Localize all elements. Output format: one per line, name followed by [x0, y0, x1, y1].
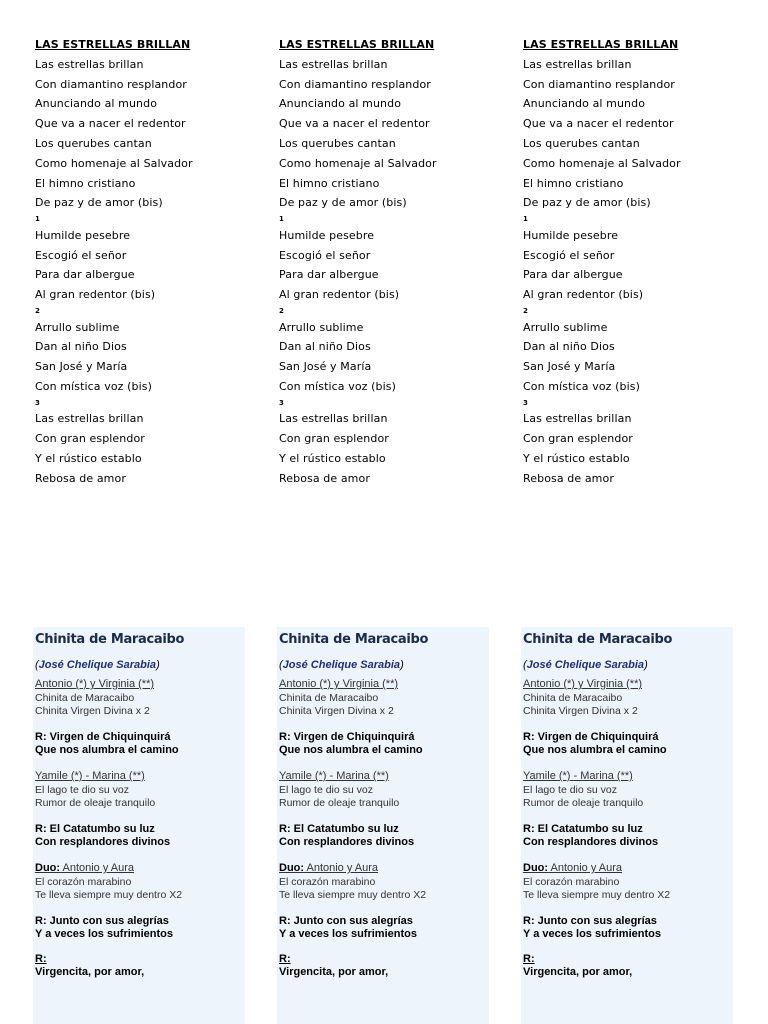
- song2-panel-1: [33, 627, 245, 1024]
- lyric-line: Los querubes cantan: [279, 136, 396, 150]
- song1-title: LAS ESTRELLAS BRILLAN: [279, 38, 435, 51]
- stanza-number: 3: [279, 398, 284, 407]
- song1-title: LAS ESTRELLAS BRILLAN: [523, 38, 679, 51]
- stanza-number: 1: [279, 215, 284, 224]
- chorus-line: R: Junto con sus alegrías: [279, 915, 413, 927]
- verse-line: Te lleva siempre muy dentro X2: [279, 889, 427, 901]
- verse-line: Rumor de oleaje tranquilo: [35, 797, 156, 809]
- chorus-line: Y a veces los sufrimientos: [279, 928, 417, 940]
- chorus-line: Con resplandores divinos: [523, 836, 659, 848]
- lyric-line: Los querubes cantan: [523, 136, 640, 150]
- song2-title: Chinita de Maracaibo: [35, 632, 185, 647]
- song1-column-1: [35, 35, 265, 489]
- lyric-line: San José y María: [35, 360, 128, 374]
- singers-label: Antonio (*) y Virginia (**): [279, 678, 399, 690]
- song2-author: (José Chelique Sarabia): [35, 659, 160, 671]
- lyric-line: Dan al niño Dios: [35, 340, 127, 354]
- chorus-line: R: Junto con sus alegrías: [35, 915, 169, 927]
- lyric-line: Como homenaje al Salvador: [279, 156, 437, 170]
- lyric-line: Para dar albergue: [279, 268, 379, 282]
- singers-label: Antonio (*) y Virginia (**): [523, 678, 643, 690]
- lyric-line: Las estrellas brillan: [35, 57, 144, 71]
- stanza-number: 3: [35, 398, 40, 407]
- lyric-line: Y el rústico establo: [523, 451, 630, 465]
- lyric-line: Que va a nacer el redentor: [35, 117, 186, 131]
- song1-column-3: [523, 35, 753, 489]
- lyric-line: Humilde pesebre: [279, 228, 375, 242]
- singers-label: Antonio (*) y Virginia (**): [35, 678, 155, 690]
- verse-line: El corazón marabino: [279, 876, 376, 888]
- song2-author: (José Chelique Sarabia): [523, 659, 648, 671]
- lyric-line: El himno cristiano: [279, 176, 380, 190]
- lyric-line: Arrullo sublime: [35, 320, 120, 334]
- lyric-line: Que va a nacer el redentor: [279, 117, 430, 131]
- lyric-line: Dan al niño Dios: [279, 340, 371, 354]
- chorus-line: Virgencita, por amor,: [279, 966, 389, 978]
- lyric-line: Arrullo sublime: [523, 320, 608, 334]
- lyric-line: Las estrellas brillan: [279, 412, 388, 426]
- lyric-line: Con gran esplendor: [35, 432, 145, 446]
- chorus-line: Que nos alumbra el camino: [35, 744, 179, 756]
- stanza-number: 3: [523, 398, 528, 407]
- stanza-number: 1: [35, 215, 40, 224]
- singers-label: Yamile (*) - Marina (**): [279, 770, 389, 782]
- song2-title: Chinita de Maracaibo: [279, 632, 429, 647]
- lyric-line: Con mística voz (bis): [279, 379, 396, 393]
- stanza-number: 2: [523, 306, 528, 315]
- chorus-line: R: El Catatumbo su luz: [279, 823, 399, 835]
- lyric-line: Rebosa de amor: [35, 471, 126, 485]
- lyric-line: Para dar albergue: [523, 268, 623, 282]
- lyric-line: Al gran redentor (bis): [35, 288, 156, 302]
- lyric-line: Y el rústico establo: [35, 451, 142, 465]
- lyric-line: Rebosa de amor: [279, 471, 370, 485]
- lyric-line: Al gran redentor (bis): [523, 288, 644, 302]
- lyric-line: De paz y de amor (bis): [523, 196, 651, 210]
- chorus-line: Virgencita, por amor,: [35, 966, 145, 978]
- verse-line: El lago te dio su voz: [279, 784, 373, 796]
- lyric-line: Anunciando al mundo: [523, 97, 646, 111]
- duo-label: Duo: Antonio y Aura: [523, 862, 623, 874]
- lyric-line: Escogió el señor: [279, 248, 371, 262]
- chorus-line: Con resplandores divinos: [35, 836, 171, 848]
- lyric-line: Anunciando al mundo: [35, 97, 158, 111]
- lyric-line: Humilde pesebre: [523, 228, 619, 242]
- chorus-line: Virgencita, por amor,: [523, 966, 633, 978]
- lyric-line: Con diamantino resplandor: [523, 77, 675, 91]
- lyric-line: Las estrellas brillan: [279, 57, 388, 71]
- lyric-line: Con mística voz (bis): [523, 379, 640, 393]
- verse-line: Chinita Virgen Divina x 2: [523, 705, 638, 717]
- lyric-line: Que va a nacer el redentor: [523, 117, 674, 131]
- chorus-line: R: Virgen de Chiquinquirá: [279, 731, 415, 743]
- verse-line: El lago te dio su voz: [523, 784, 617, 796]
- verse-line: El corazón marabino: [523, 876, 620, 888]
- lyric-line: Como homenaje al Salvador: [523, 156, 681, 170]
- lyric-line: Las estrellas brillan: [523, 57, 632, 71]
- chorus-line: R: Junto con sus alegrías: [523, 915, 657, 927]
- verse-line: Chinita de Maracaibo: [523, 692, 623, 704]
- lyric-line: Con diamantino resplandor: [35, 77, 187, 91]
- lyric-line: Al gran redentor (bis): [279, 288, 400, 302]
- verse-line: Chinita de Maracaibo: [279, 692, 379, 704]
- verse-line: El corazón marabino: [35, 876, 132, 888]
- chorus-line: R: El Catatumbo su luz: [523, 823, 643, 835]
- lyric-line: Escogió el señor: [523, 248, 615, 262]
- lyric-line: Dan al niño Dios: [523, 340, 615, 354]
- final-chorus-label: R:: [523, 953, 535, 965]
- chorus-line: R: Virgen de Chiquinquirá: [35, 731, 171, 743]
- lyric-line: Los querubes cantan: [35, 136, 152, 150]
- chorus-line: Que nos alumbra el camino: [523, 744, 667, 756]
- chorus-line: R: Virgen de Chiquinquirá: [523, 731, 659, 743]
- lyric-line: Para dar albergue: [35, 268, 135, 282]
- verse-line: Te lleva siempre muy dentro X2: [35, 889, 183, 901]
- lyric-line: Con gran esplendor: [523, 432, 633, 446]
- verse-line: Chinita Virgen Divina x 2: [35, 705, 150, 717]
- lyric-line: El himno cristiano: [523, 176, 624, 190]
- lyric-line: Humilde pesebre: [35, 228, 131, 242]
- chorus-line: Y a veces los sufrimientos: [523, 928, 661, 940]
- verse-line: Chinita Virgen Divina x 2: [279, 705, 394, 717]
- lyric-line: Las estrellas brillan: [523, 412, 632, 426]
- song2-author: (José Chelique Sarabia): [279, 659, 404, 671]
- stanza-number: 2: [35, 306, 40, 315]
- chorus-line: Con resplandores divinos: [279, 836, 415, 848]
- lyric-line: Anunciando al mundo: [279, 97, 402, 111]
- lyric-line: Y el rústico establo: [279, 451, 386, 465]
- duo-label: Duo: Antonio y Aura: [35, 862, 135, 874]
- song1-title: LAS ESTRELLAS BRILLAN: [35, 38, 191, 51]
- lyric-line: El himno cristiano: [35, 176, 136, 190]
- song2-panel-3: [521, 627, 733, 1024]
- final-chorus-label: R:: [279, 953, 291, 965]
- singers-label: Yamile (*) - Marina (**): [35, 770, 145, 782]
- verse-line: Rumor de oleaje tranquilo: [523, 797, 644, 809]
- chorus-line: Que nos alumbra el camino: [279, 744, 423, 756]
- verse-line: Te lleva siempre muy dentro X2: [523, 889, 671, 901]
- lyric-line: De paz y de amor (bis): [279, 196, 407, 210]
- lyric-line: Con diamantino resplandor: [279, 77, 431, 91]
- lyric-line: San José y María: [279, 360, 372, 374]
- lyric-line: Con mística voz (bis): [35, 379, 152, 393]
- lyric-line: Las estrellas brillan: [35, 412, 144, 426]
- final-chorus-label: R:: [35, 953, 47, 965]
- stanza-number: 1: [523, 215, 528, 224]
- song1-column-2: [279, 35, 509, 489]
- singers-label: Yamile (*) - Marina (**): [523, 770, 633, 782]
- verse-line: El lago te dio su voz: [35, 784, 129, 796]
- duo-label: Duo: Antonio y Aura: [279, 862, 379, 874]
- lyric-line: Con gran esplendor: [279, 432, 389, 446]
- lyric-line: Rebosa de amor: [523, 471, 614, 485]
- lyric-line: San José y María: [523, 360, 616, 374]
- lyric-line: Como homenaje al Salvador: [35, 156, 193, 170]
- chorus-line: R: El Catatumbo su luz: [35, 823, 155, 835]
- song2-title: Chinita de Maracaibo: [523, 632, 673, 647]
- lyric-line: Arrullo sublime: [279, 320, 364, 334]
- song2-panel-2: [277, 627, 489, 1024]
- verse-line: Rumor de oleaje tranquilo: [279, 797, 400, 809]
- verse-line: Chinita de Maracaibo: [35, 692, 135, 704]
- chorus-line: Y a veces los sufrimientos: [35, 928, 173, 940]
- stanza-number: 2: [279, 306, 284, 315]
- lyric-line: Escogió el señor: [35, 248, 127, 262]
- lyric-line: De paz y de amor (bis): [35, 196, 163, 210]
